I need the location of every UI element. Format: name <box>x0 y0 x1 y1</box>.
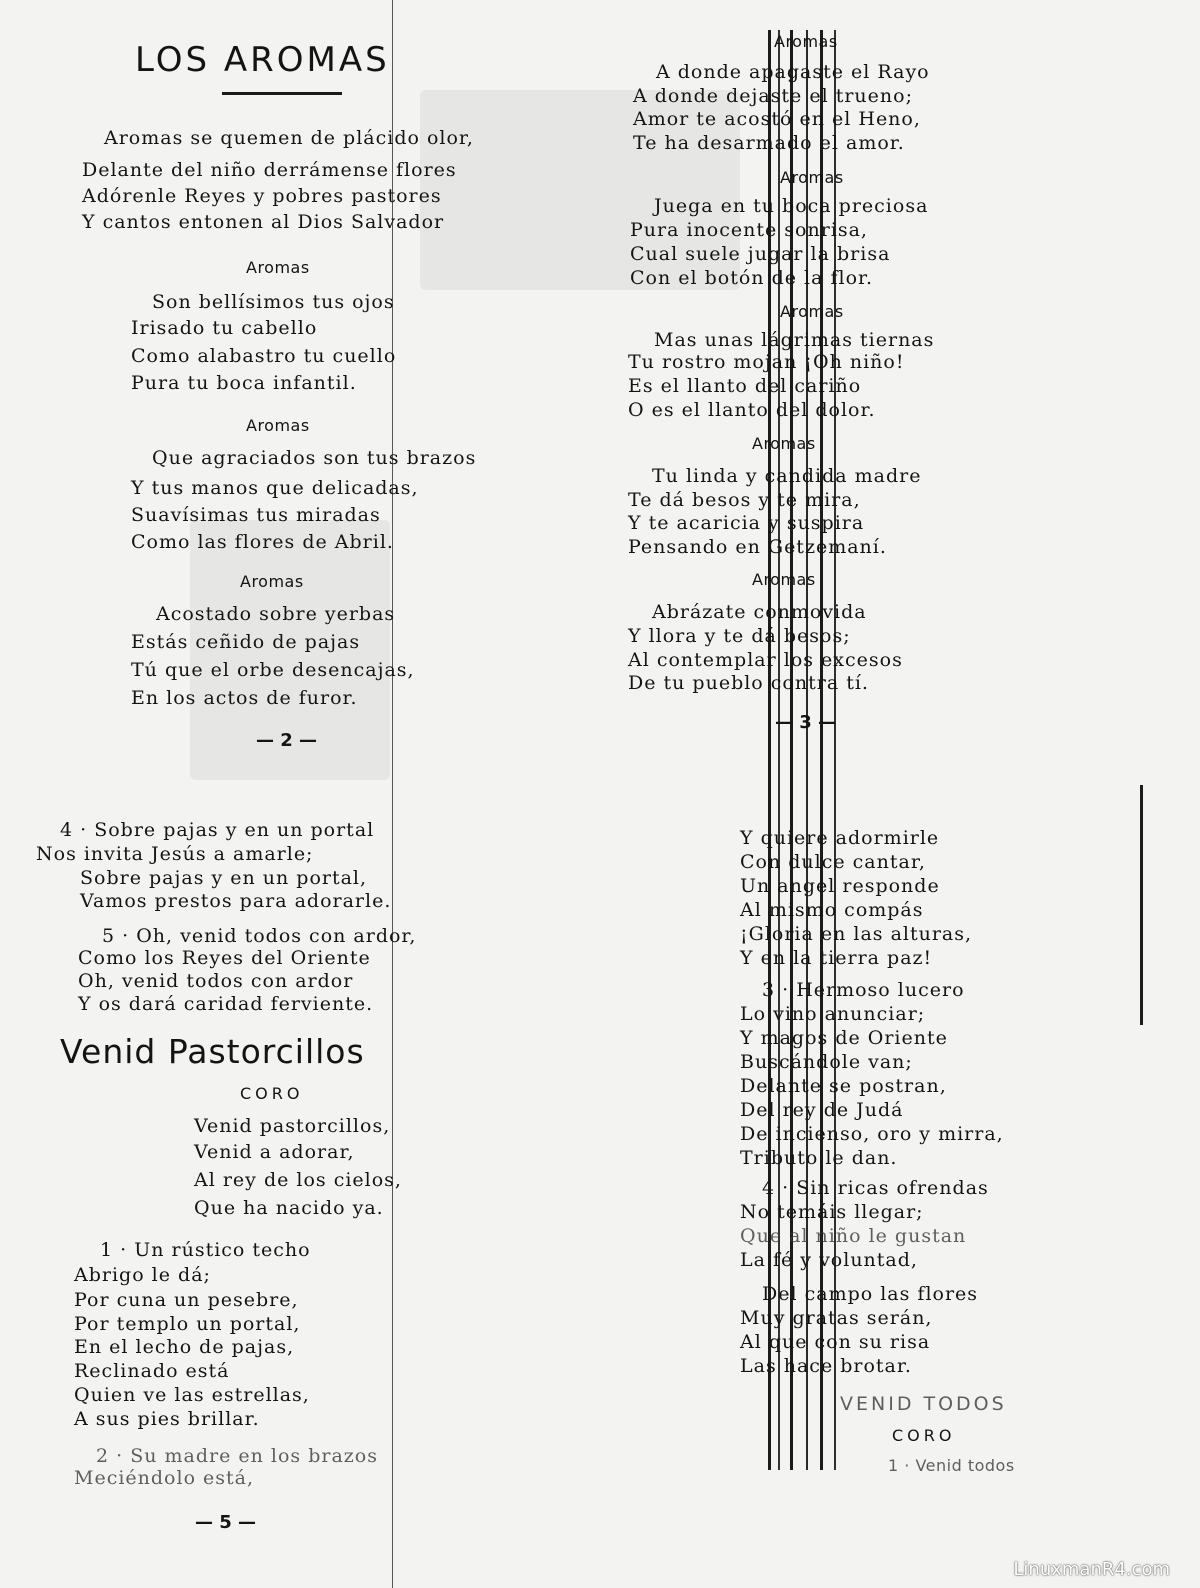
verse-line: Al mismo compás <box>740 899 924 921</box>
verse-line: Con dulce cantar, <box>740 851 926 873</box>
scan-edge-mark <box>1140 785 1143 1025</box>
verse-line: 5 · Oh, venid todos con ardor, <box>102 925 417 947</box>
verse-line: 2 · Su madre en los brazos <box>96 1445 378 1467</box>
verse-line: Al rey de los cielos, <box>194 1169 402 1191</box>
verse-line: Es el llanto del cariño <box>628 375 862 397</box>
verse-line: Por cuna un pesebre, <box>74 1289 299 1311</box>
verse-line: A donde dejaste el trueno; <box>633 85 913 107</box>
verse-line: Nos invita Jesús a amarle; <box>36 843 314 865</box>
verse-line: Meciéndolo está, <box>74 1467 255 1489</box>
verse-line: Aromas se quemen de plácido olor, <box>104 127 474 149</box>
verse-line: 3 · Hermoso lucero <box>762 979 965 1001</box>
verse-line: Suavísimas tus miradas <box>131 504 381 526</box>
refrain-label: Aromas <box>752 434 816 453</box>
verse-line: Vamos prestos para adorarle. <box>80 890 392 912</box>
verse-line: Irisado tu cabello <box>131 317 318 339</box>
refrain-label: Aromas <box>246 258 310 277</box>
verse-line: Y cantos entonen al Dios Salvador <box>82 211 445 233</box>
title-underline <box>222 92 342 95</box>
verse-line: Como alabastro tu cuello <box>131 345 397 367</box>
verse-line: Mas unas lágrimas tiernas <box>654 329 935 351</box>
refrain-label: Aromas <box>752 570 816 589</box>
closing-heading: VENID TODOS <box>840 1393 1007 1415</box>
verse-line: Que al niño le gustan <box>740 1225 967 1247</box>
refrain-label: Aromas <box>780 168 844 187</box>
verse-line: 1 · Un rústico techo <box>100 1239 311 1261</box>
verse-line: Pensando en Getzemaní. <box>628 536 887 558</box>
verse-line: Adórenle Reyes y pobres pastores <box>82 185 442 207</box>
verse-line: Delante se postran, <box>740 1075 947 1097</box>
verse-line: Del campo las flores <box>762 1283 979 1305</box>
coro-label: CORO <box>892 1426 956 1445</box>
verse-line: O es el llanto del dolor. <box>628 399 876 421</box>
verse-line: Tu rostro mojan ¡Oh niño! <box>628 351 905 373</box>
verse-line: Tú que el orbe desencajas, <box>131 659 415 681</box>
scan-fold-line-left <box>392 0 393 1588</box>
verse-line: Del rey de Judá <box>740 1099 904 1121</box>
verse-line: Y llora y te dá besos; <box>628 625 851 647</box>
verse-line: Venid a adorar, <box>194 1141 355 1163</box>
verse-line: Quien ve las estrellas, <box>74 1384 310 1406</box>
verse-line: Y tus manos que delicadas, <box>131 477 419 499</box>
verse-line: No temáis llegar; <box>740 1201 924 1223</box>
page-number: — 3 — <box>775 712 837 733</box>
verse-line: Por templo un portal, <box>74 1313 301 1335</box>
verse-line: Pura tu boca infantil. <box>131 372 357 394</box>
refrain-label: Aromas <box>240 572 304 591</box>
verse-line: 1 · Venid todos <box>888 1456 1015 1475</box>
verse-line: Estás ceñido de pajas <box>131 631 361 653</box>
verse-line: A sus pies brillar. <box>74 1408 260 1430</box>
verse-line: Buscándole van; <box>740 1051 913 1073</box>
verse-line: Y os dará caridad ferviente. <box>78 993 374 1015</box>
verse-line: Y te acaricia y suspira <box>628 512 865 534</box>
song-title-los-aromas: LOS AROMAS <box>135 40 390 80</box>
verse-line: Te dá besos y te mira, <box>628 489 861 511</box>
verse-line: De tu pueblo contra tí. <box>628 672 869 694</box>
refrain-label: Aromas <box>774 32 838 51</box>
verse-line: Pura inocente sonrisa, <box>630 219 868 241</box>
verse-line: 4 · Sin ricas ofrendas <box>762 1177 989 1199</box>
page-number: — 5 — <box>195 1512 257 1533</box>
verse-line: En los actos de furor. <box>131 687 358 709</box>
verse-line: Tu linda y candida madre <box>652 465 922 487</box>
refrain-label: Aromas <box>246 416 310 435</box>
verse-line: Muy gratas serán, <box>740 1307 933 1329</box>
verse-line: Como las flores de Abril. <box>131 531 394 553</box>
coro-label: CORO <box>240 1084 304 1103</box>
verse-line: Sobre pajas y en un portal, <box>80 867 368 889</box>
verse-line: Al que con su risa <box>740 1331 931 1353</box>
verse-line: Y en la tierra paz! <box>740 947 933 969</box>
verse-line: Amor te acostó en el Heno, <box>633 108 921 130</box>
verse-line: 4 · Sobre pajas y en un portal <box>60 819 375 841</box>
verse-line: Venid pastorcillos, <box>194 1115 391 1137</box>
verse-line: En el lecho de pajas, <box>74 1336 295 1358</box>
verse-line: Oh, venid todos con ardor <box>78 970 354 992</box>
verse-line: A donde apagaste el Rayo <box>656 61 930 83</box>
verse-line: Cual suele jugar la brisa <box>630 243 891 265</box>
verse-line: Abrázate conmovida <box>652 601 867 623</box>
verse-line: Lo vino anunciar; <box>740 1003 926 1025</box>
verse-line: Juega en tu boca preciosa <box>654 195 929 217</box>
verse-line: Abrigo le dá; <box>74 1264 211 1286</box>
verse-line: Las hace brotar. <box>740 1355 912 1377</box>
verse-line: Al contemplar los excesos <box>628 649 903 671</box>
verse-line: Que ha nacido ya. <box>194 1197 384 1219</box>
verse-line: De incienso, oro y mirra, <box>740 1123 1004 1145</box>
verse-line: La fé y voluntad, <box>740 1249 918 1271</box>
verse-line: Acostado sobre yerbas <box>156 603 396 625</box>
verse-line: Y quiere adormirle <box>740 827 940 849</box>
verse-line: Tributo le dan. <box>740 1147 898 1169</box>
verse-line: Que agraciados son tus brazos <box>152 447 477 469</box>
song-title-venid-pastorcillos: Venid Pastorcillos <box>60 1032 365 1071</box>
verse-line: Delante del niño derrámense flores <box>82 159 457 181</box>
site-watermark: LinuxmanR4.com <box>1013 1559 1170 1580</box>
refrain-label: Aromas <box>780 302 844 321</box>
verse-line: Reclinado está <box>74 1360 230 1382</box>
verse-line: Y magos de Oriente <box>740 1027 948 1049</box>
verse-line: Un angel responde <box>740 875 940 897</box>
verse-line: Son bellísimos tus ojos <box>152 291 395 313</box>
verse-line: ¡Gloria en las alturas, <box>740 923 973 945</box>
verse-line: Te ha desarmado el amor. <box>633 132 905 154</box>
verse-line: Como los Reyes del Oriente <box>78 947 371 969</box>
page-number: — 2 — <box>256 730 318 751</box>
verse-line: Con el botón de la flor. <box>630 267 874 289</box>
